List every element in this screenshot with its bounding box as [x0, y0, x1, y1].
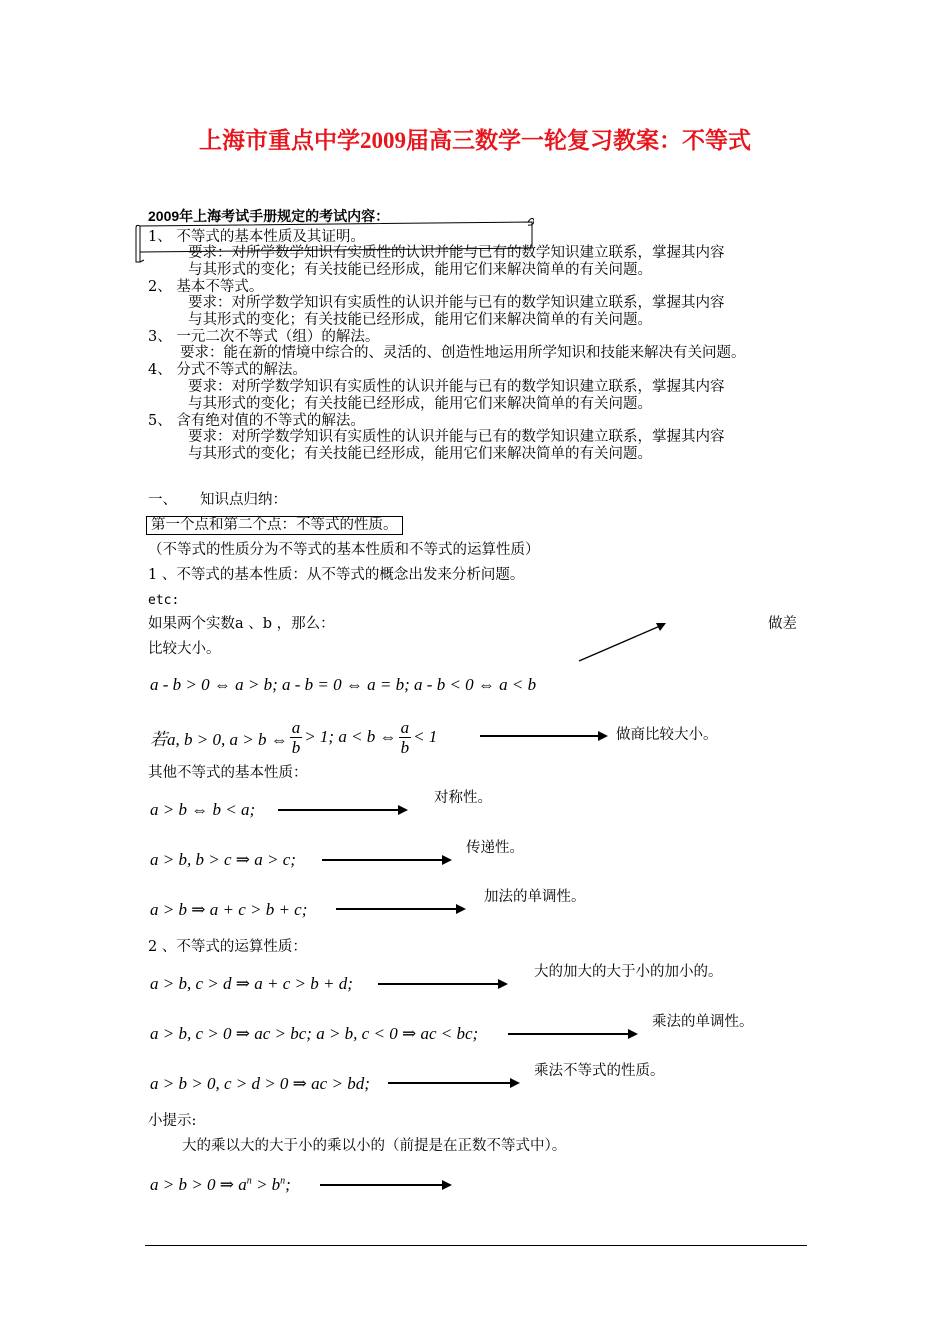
property-symmetry-label: 对称性。 — [434, 790, 492, 806]
arrow-right-icon — [320, 1180, 452, 1190]
property-symmetry-formula: a > b ⇔ b < a; — [150, 800, 256, 819]
req-item-2-text: 要求：对所学数学知识有实质性的认识并能与已有的数学知识建立联系，掌握其内容 — [188, 295, 725, 311]
intro-text: 如果两个实数a 、b ，那么： — [148, 616, 335, 632]
req-item-5-label: 5、 含有绝对值的不等式的解法。 — [148, 413, 365, 429]
difference-formula: a - b > 0 ⇔ a > b; a - b = 0 ⇔ a = b; a - b < 0 ⇔ a < b — [150, 675, 537, 694]
quotient-formula-prefix: 若a, b > 0, a > b ⇔ — [150, 729, 288, 749]
req-item-4-label: 4、 分式不等式的解法。 — [148, 362, 307, 378]
quotient-formula — [150, 714, 437, 760]
req-item-2-text-cont: 与其形式的变化；有关技能已经形成，能用它们来解决简单的有关问题。 — [188, 312, 652, 328]
req-item-2-label: 2、 基本不等式。 — [148, 279, 264, 295]
requirements-heading: 2009年上海考试手册规定的考试内容： — [148, 208, 390, 224]
fraction-denominator-2: b — [400, 737, 410, 757]
arrow-right-icon — [378, 979, 508, 989]
property-transitive-label: 传递性。 — [466, 840, 524, 856]
req-item-1-text: 要求：对所学数学知识有实质性的认识并能与已有的数学知识建立联系，掌握其内容 — [188, 245, 725, 261]
req-item-4-text-cont: 与其形式的变化；有关技能已经形成，能用它们来解决简单的有关问题。 — [188, 396, 652, 412]
property-transitive-formula: a > b, b > c ⇒ a > c; — [150, 850, 296, 869]
diagonal-arrow-icon — [576, 620, 672, 664]
req-item-3-label: 3、 一元二次不等式（组）的解法。 — [148, 329, 380, 345]
property-addition-formula: a > b ⇒ a + c > b + c; — [150, 900, 308, 919]
arrow-right-icon — [336, 904, 466, 914]
req-item-4-text: 要求：对所学数学知识有实质性的认识并能与已有的数学知识建立联系，掌握其内容 — [188, 379, 725, 395]
fraction-a-over-b-2 — [399, 718, 412, 757]
power-formula-mid: > b — [251, 1175, 281, 1194]
operation-multiply-formula: a > b, c > 0 ⇒ ac > bc; a > b, c < 0 ⇒ ac < bc; — [150, 1024, 479, 1043]
operation-product-label: 乘法不等式的性质。 — [534, 1063, 665, 1079]
req-item-3-text: 要求：能在新的情境中综合的、灵活的、创造性地运用所学知识和技能来解决有关问题。 — [180, 345, 746, 361]
properties-note: （不等式的性质分为不等式的基本性质和不等式的运算性质） — [148, 542, 540, 558]
fraction-denominator: b — [291, 737, 301, 757]
fraction-numerator-2: a — [400, 717, 410, 737]
document-title: 上海市重点中学2009届高三数学一轮复习教案：不等式 — [199, 128, 751, 153]
quotient-formula-suffix: < 1 — [413, 727, 438, 746]
difference-label: 做差 — [768, 616, 797, 632]
power-exponent-1: n — [246, 1175, 252, 1187]
arrow-right-icon — [388, 1078, 520, 1088]
req-item-1-text-cont: 与其形式的变化；有关技能已经形成，能用它们来解决简单的有关问题。 — [188, 262, 652, 278]
power-exponent-2: n — [280, 1175, 286, 1187]
operation-add-formula: a > b, c > d ⇒ a + c > b + d; — [150, 974, 353, 993]
arrow-right-icon — [508, 1029, 638, 1039]
arrow-right-icon — [278, 805, 408, 815]
quotient-formula-mid: > 1; a < b ⇔ — [304, 727, 397, 746]
fraction-numerator: a — [291, 717, 301, 737]
power-formula-prefix: a > b > 0 ⇒ a — [150, 1175, 247, 1194]
tip-text: 大的乘以大的大于小的乘以小的（前提是在正数不等式中）。 — [182, 1138, 567, 1154]
operation-add-label: 大的加大的大于小的加小的。 — [534, 964, 723, 980]
quotient-label: 做商比较大小。 — [616, 727, 718, 743]
boxed-topic-title: 第一个点和第二个点：不等式的性质。 — [146, 516, 403, 535]
etc-label: etc: — [148, 593, 180, 608]
req-item-5-text: 要求：对所学数学知识有实质性的认识并能与已有的数学知识建立联系，掌握其内容 — [188, 429, 725, 445]
power-formula-suffix: ; — [285, 1175, 291, 1194]
property-addition-label: 加法的单调性。 — [484, 889, 586, 905]
req-item-5-text-cont: 与其形式的变化；有关技能已经形成，能用它们来解决简单的有关问题。 — [188, 446, 652, 462]
basic-properties-title: 1 、不等式的基本性质：从不等式的概念出发来分析问题。 — [148, 567, 525, 583]
arrow-right-icon — [480, 731, 608, 741]
difference-label-cont: 比较大小。 — [148, 641, 221, 657]
arrow-right-icon — [322, 855, 452, 865]
power-formula — [150, 1175, 291, 1195]
req-item-1-label: 1、 不等式的基本性质及其证明。 — [148, 229, 365, 245]
section-number: 一、 — [148, 492, 177, 508]
footer-divider — [145, 1245, 807, 1246]
fraction-a-over-b — [290, 718, 303, 757]
operation-multiply-label: 乘法的单调性。 — [652, 1014, 754, 1030]
section-heading: 知识点归纳： — [200, 492, 287, 508]
tip-title: 小提示: — [148, 1113, 197, 1129]
operation-product-formula: a > b > 0, c > d > 0 ⇒ ac > bd; — [150, 1074, 370, 1093]
operation-properties-title: 2 、不等式的运算性质： — [148, 939, 307, 955]
other-properties-title: 其他不等式的基本性质： — [148, 765, 308, 781]
